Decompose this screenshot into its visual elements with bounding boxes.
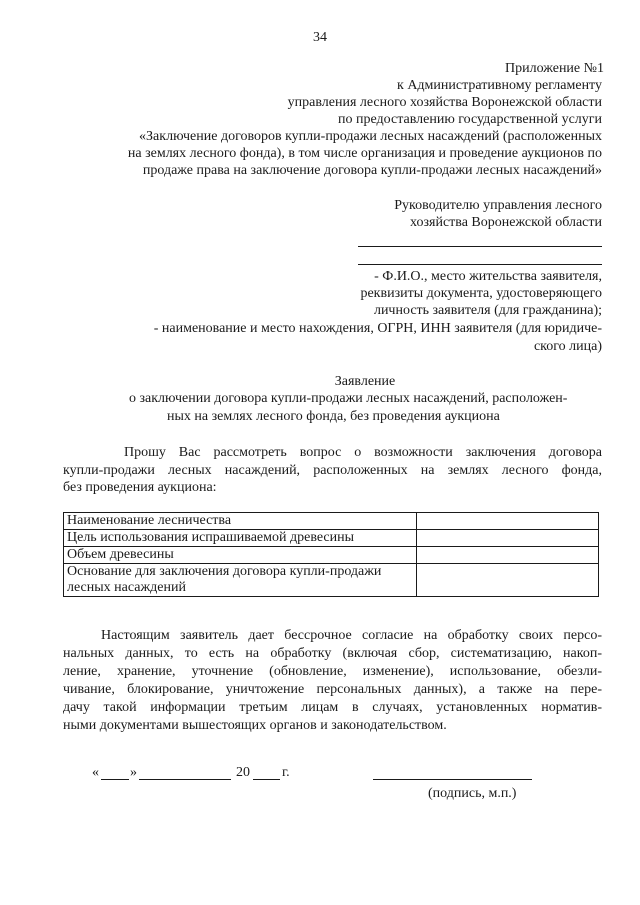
table-label-cell: Цель использования испрашиваемой древесины: [64, 530, 417, 547]
applicant-info-line: - наименование и место нахождения, ОГРН, ИНН заявителя (для юридиче-: [153, 321, 602, 336]
year-suffix: г.: [282, 765, 290, 780]
addressee-line: хозяйства Воронежской области: [410, 215, 602, 230]
table-row: [64, 513, 599, 530]
date-close-quote: »: [130, 765, 137, 780]
table-row: [64, 564, 599, 597]
month-blank[interactable]: [139, 779, 231, 780]
appendix-line: по предоставлению государственной услуги: [338, 112, 602, 127]
table-value-cell[interactable]: [417, 547, 599, 564]
request-line: Прошу Вас рассмотреть вопрос о возможности заключения договора: [124, 445, 602, 460]
year-prefix: 20: [236, 765, 250, 780]
table-value-cell[interactable]: [417, 564, 599, 597]
appendix-line: продаже права на заключение договора купли-продажи лесных насаждений»: [142, 163, 602, 178]
statement-subtitle-line: о заключении договора купли-продажи лесных насаждений, расположен-: [129, 391, 568, 406]
statement-subtitle-line: ных на землях лесного фонда, без проведения аукциона: [167, 409, 500, 424]
appendix-line: управления лесного хозяйства Воронежской области: [287, 95, 602, 110]
name-blank-line[interactable]: [358, 264, 602, 265]
applicant-info-line: ского лица): [533, 339, 602, 354]
consent-line: нальных данных, то есть на обработку (включая сбор, систематизацию, накоп-: [63, 646, 602, 661]
consent-line: дачу такой информации третьим лицам в случаях, установленных норматив-: [63, 700, 602, 715]
appendix-line: «Заключение договоров купли-продажи лесных насаждений (расположенных: [139, 129, 602, 144]
request-line: купли-продажи лесных насаждений, расположенных на землях лесного фонда,: [63, 463, 602, 478]
consent-line: Настоящим заявитель дает бессрочное согласие на обработку своих персо-: [101, 628, 602, 643]
consent-line: чивание, блокирование, уничтожение персональных данных), а также на пере-: [63, 682, 602, 697]
signature-blank[interactable]: [373, 779, 532, 780]
details-table: [63, 512, 599, 597]
applicant-info-line: реквизиты документа, удостоверяющего: [360, 286, 602, 301]
table-value-cell[interactable]: [417, 530, 599, 547]
consent-line: ление, хранение, уточнение (обновление, изменение), использование, обезли-: [63, 664, 602, 679]
table-value-cell[interactable]: [417, 513, 599, 530]
table-label-cell: Основание для заключения договора купли-продажи лесных насаждений: [64, 564, 417, 597]
day-blank[interactable]: [101, 779, 129, 780]
year-blank[interactable]: [253, 779, 280, 780]
table-row: [64, 547, 599, 564]
date-open-quote: «: [92, 765, 99, 780]
table-label-cell: Объем древесины: [64, 547, 417, 564]
applicant-info-line: личность заявителя (для гражданина);: [373, 303, 602, 318]
table-label-cell: Наименование лесничества: [64, 513, 417, 530]
appendix-line: к Административному регламенту: [397, 78, 602, 93]
applicant-info-line: - Ф.И.О., место жительства заявителя,: [374, 269, 602, 284]
request-line: без проведения аукциона:: [63, 480, 217, 495]
signature-caption: (подпись, м.п.): [428, 786, 517, 801]
appendix-title: Приложение №1: [505, 61, 604, 76]
statement-title: Заявление: [334, 374, 396, 389]
addressee-line: Руководителю управления лесного: [394, 198, 602, 213]
table-row: [64, 530, 599, 547]
appendix-line: на землях лесного фонда), в том числе организация и проведение аукционов по: [127, 146, 602, 161]
name-blank-line[interactable]: [358, 246, 602, 247]
page-number: 34: [313, 30, 327, 45]
consent-line: ными документами вышестоящих органов и законодательством.: [63, 718, 447, 733]
